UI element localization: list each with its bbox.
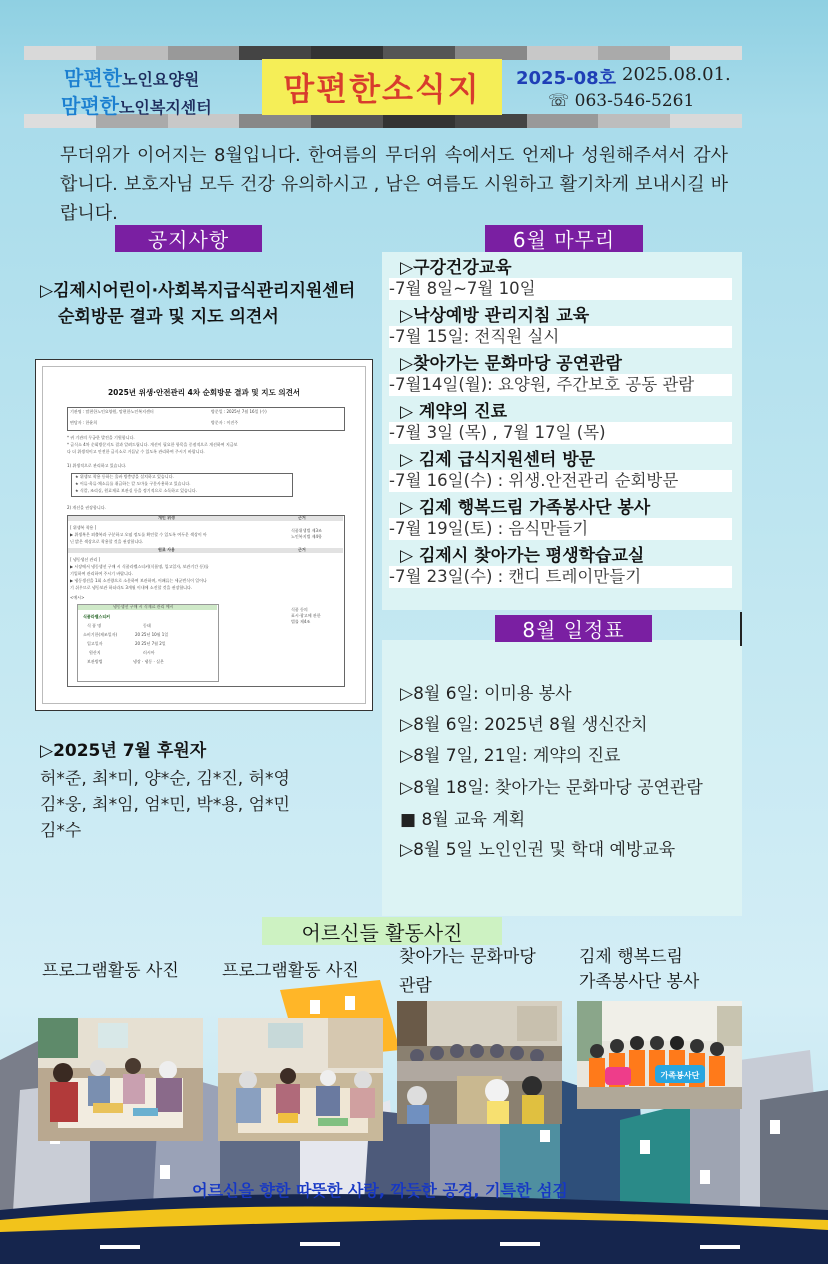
report-good3: ★ 식칼, 조리실, 원료재료 보관실 등을 정기적으로 소독하고 있습니다. xyxy=(75,488,197,493)
report-ex-r1b: 동태 xyxy=(143,623,151,628)
report-intro2: * 급식소 4차 순회방문지도 결과 알려드립니다. 개선이 필요한 항목을 중점적으로 개선하여 지금보 xyxy=(67,442,238,447)
report-th1: 개인 위생 xyxy=(158,515,175,520)
org1-accent: 맘편한 xyxy=(64,66,122,90)
report-intro1: * 귀 기관의 무궁한 발전을 기원합니다. xyxy=(67,435,135,440)
report-sec2: 2) 개선을 권장합니다. xyxy=(67,505,106,510)
june-item-detail: -7월 19일(토) : 음식만들기 xyxy=(389,518,732,540)
photo-label-1: 프로그램활동 사진 xyxy=(42,961,179,981)
report-title: 2025년 위생·안전관리 4차 순회방문 결과 및 지도 의견서 xyxy=(107,388,301,397)
august-item: ▷8월 5일 노인인권 및 학대 예방교육 xyxy=(400,840,676,860)
sponsors-line2: 김*웅, 최*임, 엄*민, 박*용, 엄*민 xyxy=(40,795,290,815)
report-th4: 근거 xyxy=(298,547,306,552)
report-ex-r4a: 원산지 xyxy=(89,650,101,655)
header-top-stripe xyxy=(24,46,742,60)
august-label: 8월 일정표 xyxy=(495,615,652,642)
report-t2r1: 식품 등의 xyxy=(291,607,308,612)
report-ex-r4b: 러시아 xyxy=(143,650,155,655)
august-item: ▷8월 18일: 찾아가는 문화마당 공연관람 xyxy=(400,778,703,798)
june-item-detail: -7월 23일(수) : 캔디 트레이만들기 xyxy=(389,566,732,588)
report-good2: ★ 어류·육류·채소류를 취급하는 칼 도마를 구분사용하고 있습니다. xyxy=(75,481,191,486)
volunteer-group-photo xyxy=(577,1001,742,1109)
report-t1r1: 식품위생법 제3조 xyxy=(291,528,322,533)
june-item-heading: ▷ 김제시 찾아가는 평생학습교실 xyxy=(400,546,645,566)
june-item-heading: ▷ 계약의 진료 xyxy=(400,402,508,422)
june-label: 6월 마무리 xyxy=(485,225,643,252)
org2-rest: 노인복지센터 xyxy=(118,98,212,117)
report-t1c: 닌 밝은 색상으로 착용할 것을 권장합니다. xyxy=(70,539,144,544)
group-banner: 가족봉사단 xyxy=(660,1071,700,1080)
report-th3: 원료 사용 xyxy=(158,547,175,552)
org1-rest: 노인요양원 xyxy=(121,70,200,89)
report-sec1: 1) 위생적으로 관리하고 있습니다. xyxy=(67,463,127,468)
june-item-heading: ▷ 김제 급식지원센터 방문 xyxy=(400,450,596,470)
june-item-detail: -7월 16일(수) : 위생.안전관리 순회방문 xyxy=(389,470,732,492)
report-ex-title: 냉동생선 구매 시 식재료 관리 예시 xyxy=(113,604,174,609)
photo-label-3a: 찾아가는 문화마당 xyxy=(399,947,536,967)
august-item: ▷8월 6일: 2025년 8월 생신잔치 xyxy=(400,715,648,735)
june-item-heading: ▷낙상예방 관리지침 교육 xyxy=(400,306,590,326)
org-name-welfare-center xyxy=(61,90,212,119)
august-divider xyxy=(740,612,742,646)
sponsors-line1: 허*준, 최*미, 양*순, 김*진, 허*영 xyxy=(40,769,290,789)
photo-label-3b: 관람 xyxy=(399,976,432,996)
report-t2r2: 표시·광고에 관한 xyxy=(291,613,321,618)
activities-title: 어르신들 활동사진 xyxy=(262,917,502,945)
sponsors-heading: ▷2025년 7월 후원자 xyxy=(40,741,207,761)
report-visitor: 방문자 : 이진주 xyxy=(211,420,239,425)
inspection-report-image xyxy=(35,359,373,711)
report-ex-label: 식품라벨스티커 xyxy=(83,614,111,619)
report-interviewee: 면담자 : 한윤희 xyxy=(70,420,98,425)
sponsors-list xyxy=(40,766,290,844)
report-t2b: ▶ 시장에서 냉동생선 구매 시 식품라벨스티커(식품명, 입고일자, 보관기간 등)를 xyxy=(70,564,209,569)
report-t2d: ▶ 냉동생선을 1회 소진량으로 소분하여 보관하며, 어패류는 세균번식이 일어나 xyxy=(70,578,207,583)
report-t2r3: 법률 제4조 xyxy=(291,619,311,624)
issue-date: 2025.08.01. xyxy=(622,64,731,85)
photo-label-2: 프로그램활동 사진 xyxy=(222,961,359,981)
june-item-detail: -7월 8일~7월 10일 xyxy=(389,278,732,300)
report-visit-date: 방문일 : 2025년 7월 16일 (수) xyxy=(211,409,267,414)
june-item-heading: ▷ 김제 행복드림 가족봉사단 봉사 xyxy=(400,498,651,518)
report-org: 기관명 : 맘편한노인요양원, 맘편한노인복지센터 xyxy=(70,409,154,414)
program-activity-photo-1 xyxy=(38,1018,203,1141)
report-t2a: [ 냉동생선 관리 ] xyxy=(70,557,101,562)
notice-label: 공지사항 xyxy=(115,225,262,252)
slogan: 어르신을 향한 따뜻한 사랑, 깍듯한 공경, 기특한 섬김 xyxy=(192,1181,568,1200)
august-item: ▷8월 7일, 21일: 계약의 진료 xyxy=(400,746,621,766)
report-ex-r3b: 20 25년 7월 2일 xyxy=(135,641,166,646)
cultural-performance-photo xyxy=(397,1001,562,1124)
report-t1r2: 노인복지법 제4항 xyxy=(291,534,322,539)
report-t2f: <예시> xyxy=(70,595,85,600)
report-good1: ★ 위생모 착용 등하는 올바 방충망을 설치하고 있습니다. xyxy=(75,474,174,479)
newsletter-title: 맘편한소식지 xyxy=(262,59,502,115)
report-ex-r5a: 보관방법 xyxy=(87,659,103,664)
report-t2c: 기입하여 관리하여 주시기 바랍니다. xyxy=(70,571,134,576)
sponsors-line3: 김*수 xyxy=(40,821,82,841)
report-ex-r2a: 소비기한(제조일자) xyxy=(83,632,118,637)
report-t1a: [ 위생복 착용 ] xyxy=(70,525,97,530)
notice-heading xyxy=(40,278,355,330)
org2-accent: 맘편한 xyxy=(61,94,119,118)
report-ex-r2b: 20 25년 10월 1일 xyxy=(135,632,169,637)
program-activity-photo-2 xyxy=(218,1018,383,1141)
report-intro3: 다 더 위생적이고 안전한 급식소로 거듭날 수 있도록 관리하여 주시기 바랍니다. xyxy=(67,449,205,454)
notice-heading-line1: ▷김제시어린이·사회복지급식관리지원센터 xyxy=(40,281,356,301)
report-ex-r3a: 입고일자 xyxy=(87,641,103,646)
photo-label-4a: 김제 행복드림 xyxy=(579,947,683,967)
phone-number: ☏ 063-546-5261 xyxy=(548,91,695,111)
june-item-heading: ▷구강건강교육 xyxy=(400,258,512,278)
report-th2: 근거 xyxy=(298,515,306,520)
report-ex-r5b: 냉장 · 냉동 · 실온 xyxy=(133,659,164,664)
photo-label-4b: 가족봉사단 봉사 xyxy=(579,972,700,992)
intro-paragraph: 무더위가 이어지는 8월입니다. 한여름의 무더위 속에서도 언제나 성원해주셔서 감사합니다. 보호자님 모두 건강 유의하시고 , 남은 여름도 시원하고 활기차게 보내시길 바랍니다. xyxy=(60,145,728,224)
notice-heading-line2: 순회방문 결과 및 지도 의견서 xyxy=(58,307,279,327)
august-item: ■ 8월 교육 계획 xyxy=(400,810,526,830)
org-name-nursing-home xyxy=(64,62,199,91)
june-item-detail: -7월14일(월): 요양원, 주간보호 공동 관람 xyxy=(389,374,732,396)
report-frame xyxy=(42,366,366,704)
issue-number: 2025-08호 xyxy=(516,68,617,89)
report-ex-r1a: 식 품 명 xyxy=(87,623,102,628)
june-item-heading: ▷찾아가는 문화마당 공연관람 xyxy=(400,354,622,374)
june-item-detail: -7월 3일 (목) , 7월 17일 (목) xyxy=(389,422,732,444)
august-item: ▷8월 6일: 이미용 봉사 xyxy=(400,684,572,704)
report-t1b: ▶ 위생복은 외출복과 구분하고 오염 정도를 확인할 수 있도록 여두운 색상이 아 xyxy=(70,532,207,537)
report-t2e: 기 쉬우므로 냉동보관 하더라도 3개월 이내에 소진할 것을 권장합니다. xyxy=(70,585,193,590)
june-item-detail: -7월 15일: 전직원 실시 xyxy=(389,326,732,348)
